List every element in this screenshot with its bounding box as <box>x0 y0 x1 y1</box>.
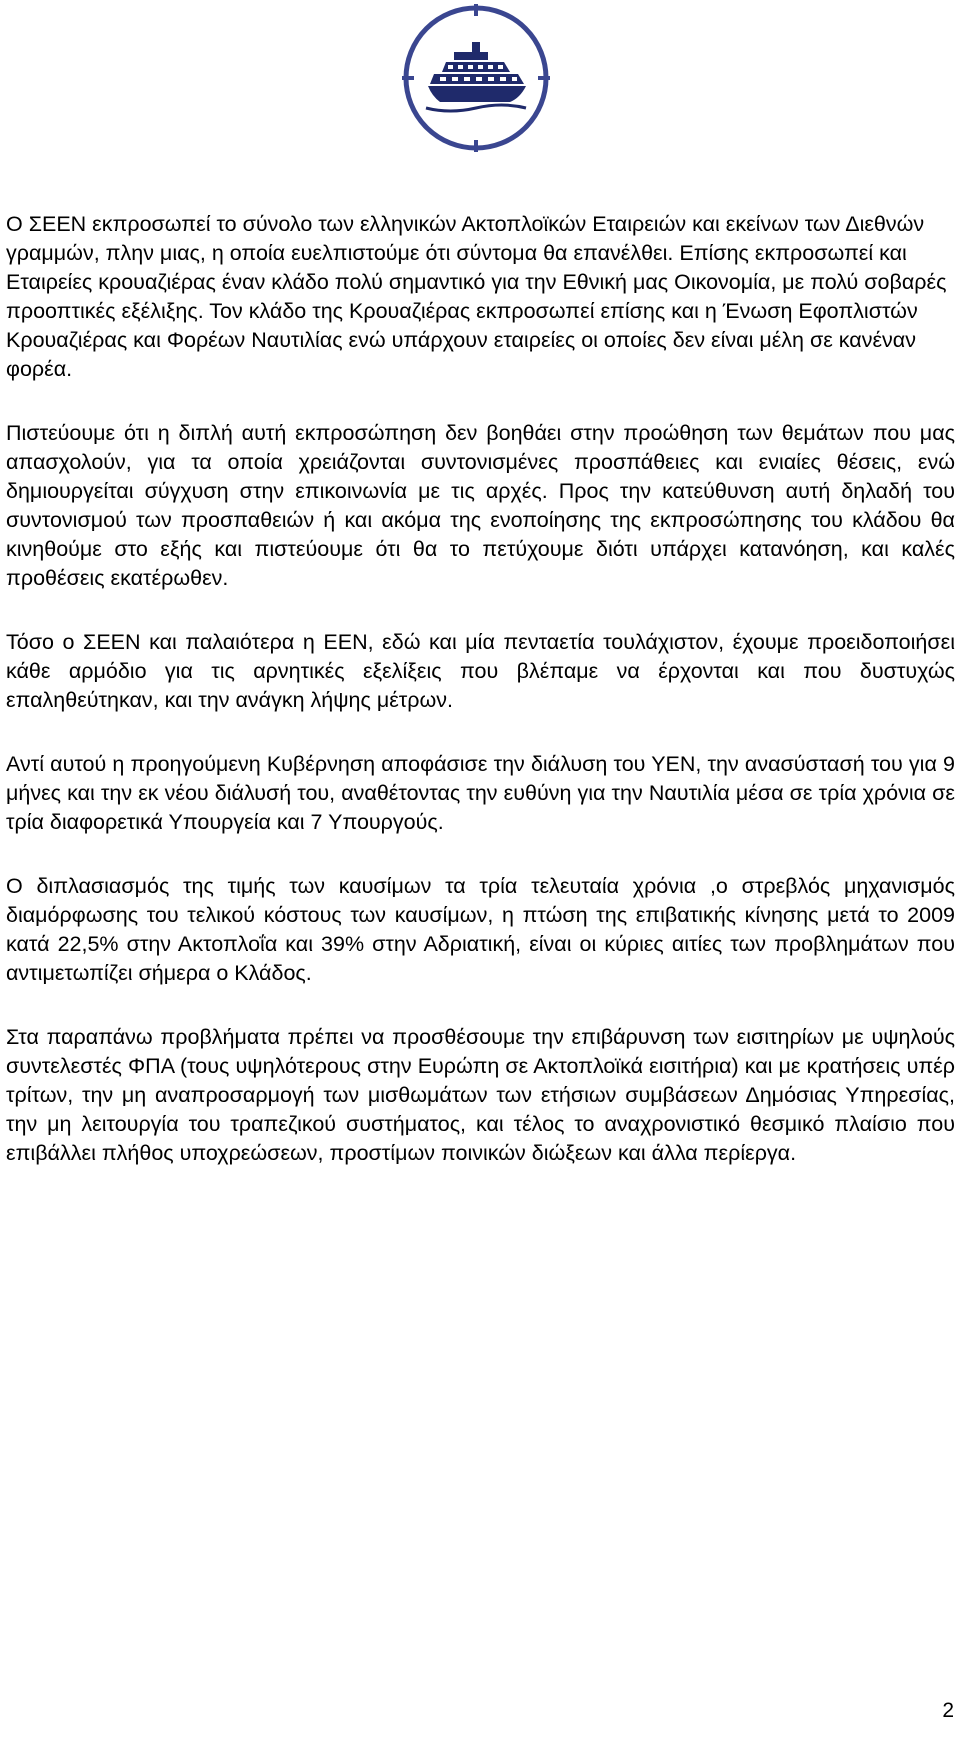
paragraph-6: Στα παραπάνω προβλήματα πρέπει να προσθέσουμε την επιβάρυνση των εισιτηρίων με υψηλούς συντελεστές ΦΠΑ (τους υψηλότερους στην Ευρώπη σε Ακτοπλοϊκά εισιτήρια) και με κρατήσεις υπέρ τρίτων, την μη αναπροσαρμογή των μισθωμάτων των ετήσιων συμβάσεων Δημόσιας Υπηρεσίας, την μη λειτουργία του τραπεζικού συστήματος, και τέλος το αναχρονιστικό θεσμικό πλαίσιο που επιβάλλει πλήθος υποχρεώσεων, προστίμων ποινικών διώξεων και άλλα περίεργα. <box>6 1025 955 1165</box>
paragraph-2: Πιστεύουμε ότι η διπλή αυτή εκπροσώπηση δεν βοηθάει στην προώθηση των θεμάτων που μας απασχολούν, για τα οποία χρειάζονται συντονισμένες προσπάθειες και ενιαίες θέσεις, ενώ δημιουργείται σύγχυση στην επικοινωνία με τις αρχές. Προς την κατεύθυνση αυτή δηλαδή του συντονισμού των προσπαθειών ή και ακόμα της ενοποίησης της εκπροσώπησης του κλάδου θα κινηθούμε στο εξής και πιστεύουμε ότι θα το πετύχουμε διότι υπάρχει κατανόηση, και καλές προθέσεις εκατέρωθεν. <box>6 421 955 590</box>
page-number: 2 <box>942 1699 954 1722</box>
paragraph-5: Ο διπλασιασμός της τιμής των καυσίμων τα τρία τελευταία χρόνια ,ο στρεβλός μηχανισμός διαμόρφωσης του τελικού κόστους των καυσίμων, η πτώση της επιβατικής κίνησης μετά το 2009 κατά 22,5% στην Ακτοπλοΐα και 39% στην Αδριατική, είναι οι κύριες αιτίες των προβλημάτων που αντιμετωπίζει σήμερα ο Κλάδος. <box>6 874 955 985</box>
cruise-ship-compass-logo-icon <box>400 2 552 154</box>
paragraph-1: Ο ΣΕΕΝ εκπροσωπεί το σύνολο των ελληνικών Ακτοπλοϊκών Εταιρειών και εκείνων των Διεθνών γραμμών, πλην μιας, η οποία ευελπιστούμε ότι σύντομα θα επανέλθει. Επίσης εκπροσωπεί και Εταιρείες κρουαζιέρας έναν κλάδο πολύ σημαντικό για την Εθνική μας Οικονομία, με πολύ σοβαρές προοπτικές εξέλιξης. Τον κλάδο της Κρουαζιέρας εκπροσωπεί επίσης και η Ένωση Εφοπλιστών Κρουαζιέρας και Φορέων Ναυτιλίας ενώ υπάρχουν εταιρείες οι οποίες δεν είναι μέλη σε κανέναν φορέα. <box>6 212 947 381</box>
document-body <box>6 210 955 1203</box>
paragraph-3: Τόσο ο ΣΕΕΝ και παλαιότερα η ΕΕΝ, εδώ και μία πενταετία τουλάχιστον, έχουμε προειδοποιήσει κάθε αρμόδιο για τις αρνητικές εξελίξεις που βλέπαμε να έρχονται και που δυστυχώς επαληθεύτηκαν, και την ανάγκη λήψης μέτρων. <box>6 630 955 712</box>
paragraph-4: Αντί αυτού η προηγούμενη Κυβέρνηση αποφάσισε την διάλυση του ΥΕΝ, την ανασύστασή του για 9 μήνες και την εκ νέου διάλυσή του, αναθέτοντας την ευθύνη για την Ναυτιλία μέσα σε τρία χρόνια σε τρία διαφορετικά Υπουργεία και 7 Υπουργούς. <box>6 752 955 834</box>
